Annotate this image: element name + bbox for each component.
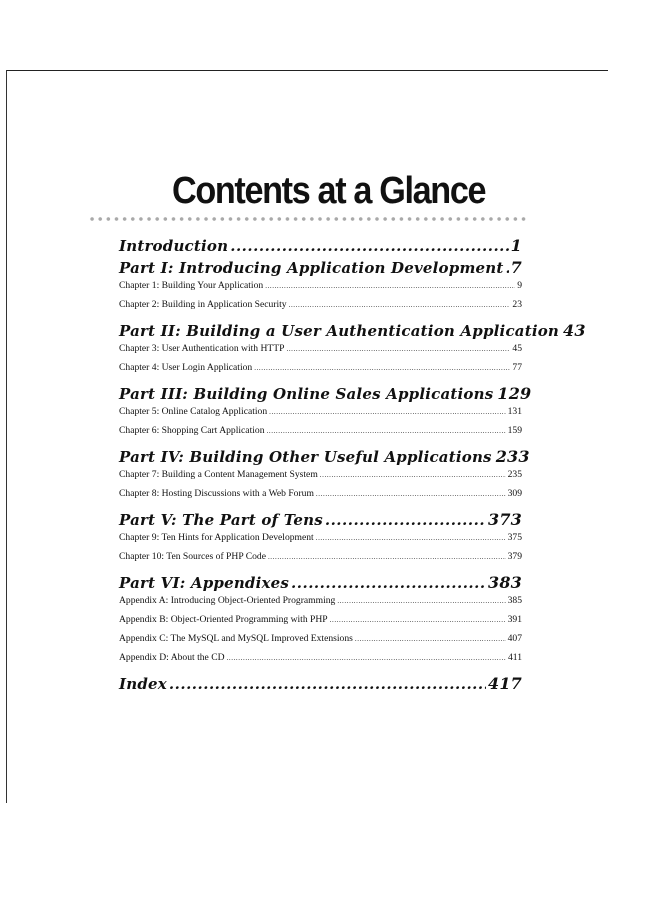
toc-page-number: 77 — [512, 362, 522, 373]
toc-page-number: 391 — [507, 614, 522, 625]
dot-leader — [227, 654, 506, 662]
toc-page-number: 131 — [507, 406, 522, 417]
toc-appendix-b[interactable] — [119, 614, 522, 633]
toc-part-2[interactable] — [119, 321, 586, 343]
toc-chapter-2[interactable] — [119, 299, 522, 318]
toc-part-1[interactable] — [119, 258, 522, 280]
dot-leader — [286, 345, 510, 353]
toc-chapter-9[interactable] — [119, 532, 522, 551]
toc-page-number: 379 — [507, 551, 522, 562]
toc-part-3[interactable] — [119, 384, 532, 406]
toc-entry-title: Chapter 1: Building Your Application — [119, 280, 264, 291]
toc-entry-title: Index — [119, 675, 167, 693]
dot-leader — [316, 490, 506, 498]
page-title: Contents at a Glance — [172, 170, 486, 212]
dot-leader — [269, 408, 505, 416]
toc-page-number: 1 — [510, 236, 522, 255]
toc-entry-title: Chapter 8: Hosting Discussions with a Web Forum — [119, 488, 314, 499]
toc-page-number: 9 — [517, 280, 522, 291]
toc-page-number: 407 — [507, 633, 522, 644]
toc-part-6[interactable] — [119, 573, 522, 595]
dot-leader — [254, 364, 510, 372]
toc-page-number: 45 — [512, 343, 522, 354]
toc-chapter-1[interactable] — [119, 280, 522, 299]
dot-leader — [320, 471, 506, 479]
toc-chapter-4[interactable] — [119, 362, 522, 381]
toc-page-number: 23 — [512, 299, 522, 310]
toc-entry-title: Part I: Introducing Application Development — [119, 259, 504, 277]
toc-entry-title: Chapter 10: Ten Sources of PHP Code — [119, 551, 266, 562]
toc-page-number: 375 — [507, 532, 522, 543]
toc-page-number: 7 — [510, 258, 522, 277]
dotted-divider — [88, 216, 528, 222]
toc-chapter-8[interactable] — [119, 488, 522, 507]
dot-leader — [316, 534, 506, 542]
toc-entry-title: Chapter 5: Online Catalog Application — [119, 406, 268, 417]
dot-leader — [506, 259, 509, 277]
dot-leader — [265, 282, 515, 290]
toc-index[interactable] — [119, 674, 522, 696]
toc-page-number: 309 — [507, 488, 522, 499]
toc-entry-title: Part V: The Part of Tens — [119, 511, 323, 529]
page-left-rule — [6, 70, 7, 803]
dot-leader — [169, 675, 486, 693]
toc-entry-title: Appendix C: The MySQL and MySQL Improved Extensions — [119, 633, 353, 644]
dot-leader — [291, 574, 486, 592]
toc-appendix-d[interactable] — [119, 652, 522, 671]
dot-leader — [330, 616, 506, 624]
toc-appendix-a[interactable] — [119, 595, 522, 614]
toc-part-4[interactable] — [119, 447, 530, 469]
toc-entry-title: Chapter 3: User Authentication with HTTP — [119, 343, 285, 354]
dot-leader — [355, 635, 506, 643]
toc-entry-title: Chapter 4: User Login Application — [119, 362, 253, 373]
toc-entry-title: Part II: Building a User Authentication Application — [119, 322, 560, 340]
toc-page-number: 417 — [488, 674, 522, 693]
toc-chapter-6[interactable] — [119, 425, 522, 444]
toc-entry-title: Appendix D: About the CD — [119, 652, 225, 663]
toc-chapter-5[interactable] — [119, 406, 522, 425]
dot-leader — [289, 301, 511, 309]
dot-leader — [337, 597, 505, 605]
toc-entry-title: Part III: Building Online Sales Applications — [119, 385, 494, 403]
dot-leader — [267, 427, 506, 435]
toc-page-number: 373 — [488, 510, 522, 529]
toc-entry-title: Appendix B: Object-Oriented Programming with PHP — [119, 614, 328, 625]
toc-introduction[interactable] — [119, 236, 522, 258]
dot-leader — [268, 553, 506, 561]
toc-page-number: 43 — [563, 321, 586, 340]
toc-page-number: 129 — [497, 384, 532, 403]
toc-page-number: 383 — [488, 573, 522, 592]
toc-page-number: 411 — [507, 652, 522, 663]
toc-entry-title: Part IV: Building Other Useful Applications — [119, 448, 492, 466]
page-top-rule — [6, 70, 608, 71]
toc-page-number: 235 — [507, 469, 522, 480]
toc-page-number: 233 — [495, 447, 530, 466]
toc-chapter-7[interactable] — [119, 469, 522, 488]
dot-leader — [230, 237, 508, 255]
toc-chapter-10[interactable] — [119, 551, 522, 570]
toc-page-number: 385 — [507, 595, 522, 606]
toc-entry-title: Appendix A: Introducing Object-Oriented Programming — [119, 595, 336, 606]
table-of-contents — [119, 236, 586, 696]
toc-entry-title: Part VI: Appendixes — [119, 574, 290, 592]
toc-page-number: 159 — [507, 425, 522, 436]
toc-entry-title: Chapter 2: Building in Application Security — [119, 299, 287, 310]
dot-leader — [325, 511, 486, 529]
toc-chapter-3[interactable] — [119, 343, 522, 362]
toc-part-5[interactable] — [119, 510, 522, 532]
toc-entry-title: Chapter 9: Ten Hints for Application Development — [119, 532, 314, 543]
toc-entry-title: Introduction — [119, 237, 229, 255]
toc-appendix-c[interactable] — [119, 633, 522, 652]
toc-entry-title: Chapter 7: Building a Content Management System — [119, 469, 318, 480]
toc-entry-title: Chapter 6: Shopping Cart Application — [119, 425, 265, 436]
